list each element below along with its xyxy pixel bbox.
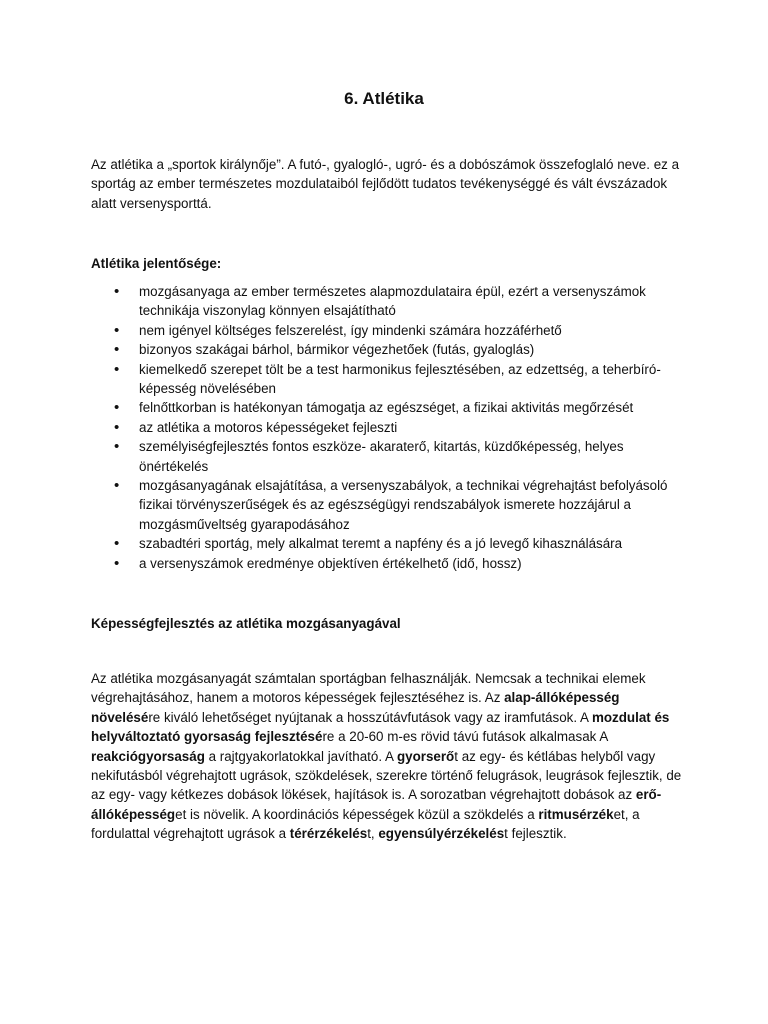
text-run: re kiváló lehetőséget nyújtanak a hosszútávfutások vagy az iramfutások. A (148, 709, 592, 725)
list-item: • személyiségfejlesztés fontos eszköze- akaraterő, kitartás, küzdőképesség, helyes önértékelés (91, 437, 691, 476)
text-run: Az atlétika mozgásanyagát számtalan sportágban felhasználják. Nemcsak a technikai elemek végrehajtásához, hanem a motoros képességek fejlesztéséhez is. Az (91, 671, 646, 706)
text-run: t az egy- és kétlábas helyből vagy nekifutásból végrehajtott ugrások, szökdelések, szerekre történő felugrások, leugrások fejlesztik, de az egy- vagy kétkezes dobások lökések, hajítások is. A sorozatban végrehajtott dobások az (91, 748, 682, 803)
intro-paragraph: Az atlétika a „sportok királynője”. A futó-, gyalogló-, ugró- és a dobószámok összefoglaló neve. ez a sportág az ember természetes mozdulataiból fejlődött tudatos tevékenységgé és vált évszázadok alatt versenysporttá. (91, 157, 680, 211)
development-paragraph (91, 669, 691, 844)
list-item: • bizonyos szakágai bárhol, bármikor végezhetőek (futás, gyaloglás) (91, 340, 691, 359)
page-title: 6. Atlétika (344, 89, 424, 108)
importance-list (91, 282, 691, 573)
importance-heading: Atlétika jelentősége: (91, 256, 222, 271)
text-run: et, a fordulattal végrehajtott ugrások a (91, 806, 640, 842)
text-run: re a 20-60 m-es rövid távú futások alkalmasak A (322, 729, 608, 745)
text-run: a rajtgyakorlatokkal javítható. A (204, 748, 397, 764)
list-item: • a versenyszámok eredménye objektíven értékelhető (idő, hossz) (91, 554, 691, 573)
list-item: • kiemelkedő szerepet tölt be a test harmonikus fejlesztésében, az edzettség, a teherbíró-képesség növelésében (91, 360, 691, 399)
list-item: • felnőttkorban is hatékonyan támogatja az egészséget, a fizikai aktivitás megőrzését (91, 398, 691, 417)
development-heading: Képességfejlesztés az atlétika mozgásanyagával (91, 616, 401, 631)
emphasized-term: mozdulat és helyváltoztató gyorsaság fejlesztésé (91, 709, 670, 745)
list-item: • az atlétika a motoros képességeket fejleszti (91, 418, 691, 437)
list-item: • nem igényel költséges felszerelést, így mindenki számára hozzáférhető (91, 321, 691, 340)
emphasized-term: egyensúlyérzékelés (378, 826, 505, 842)
emphasized-term: alap-állóképesség növelésé (91, 690, 620, 725)
emphasized-term: térérzékelés (289, 826, 368, 842)
list-item: • szabadtéri sportág, mely alkalmat teremt a napfény és a jó levegő kihasználására (91, 534, 691, 553)
list-item: • mozgásanyaga az ember természetes alapmozdulataira épül, ezért a versenyszámok technikája viszonylag könnyen elsajátítható (91, 282, 691, 321)
emphasized-term: ritmusérzék (538, 806, 614, 822)
text-run: et is növelik. A koordinációs képességek közül a szökdelés a (175, 806, 539, 822)
text-run: t, (367, 826, 379, 842)
list-item: • mozgásanyagának elsajátítása, a versenyszabályok, a technikai végrehajtást befolyásoló fizikai törvényszerűségek és az egészségügyi rendszabályok ismerete hozzájárul a mozgásműveltség gyarapodásához (91, 476, 691, 534)
text-run: t fejlesztik. (504, 826, 567, 842)
emphasized-term: gyorserő (396, 748, 455, 764)
emphasized-term: reakciógyorsaság (91, 748, 205, 764)
emphasized-term: erő- állóképesség (91, 787, 662, 822)
